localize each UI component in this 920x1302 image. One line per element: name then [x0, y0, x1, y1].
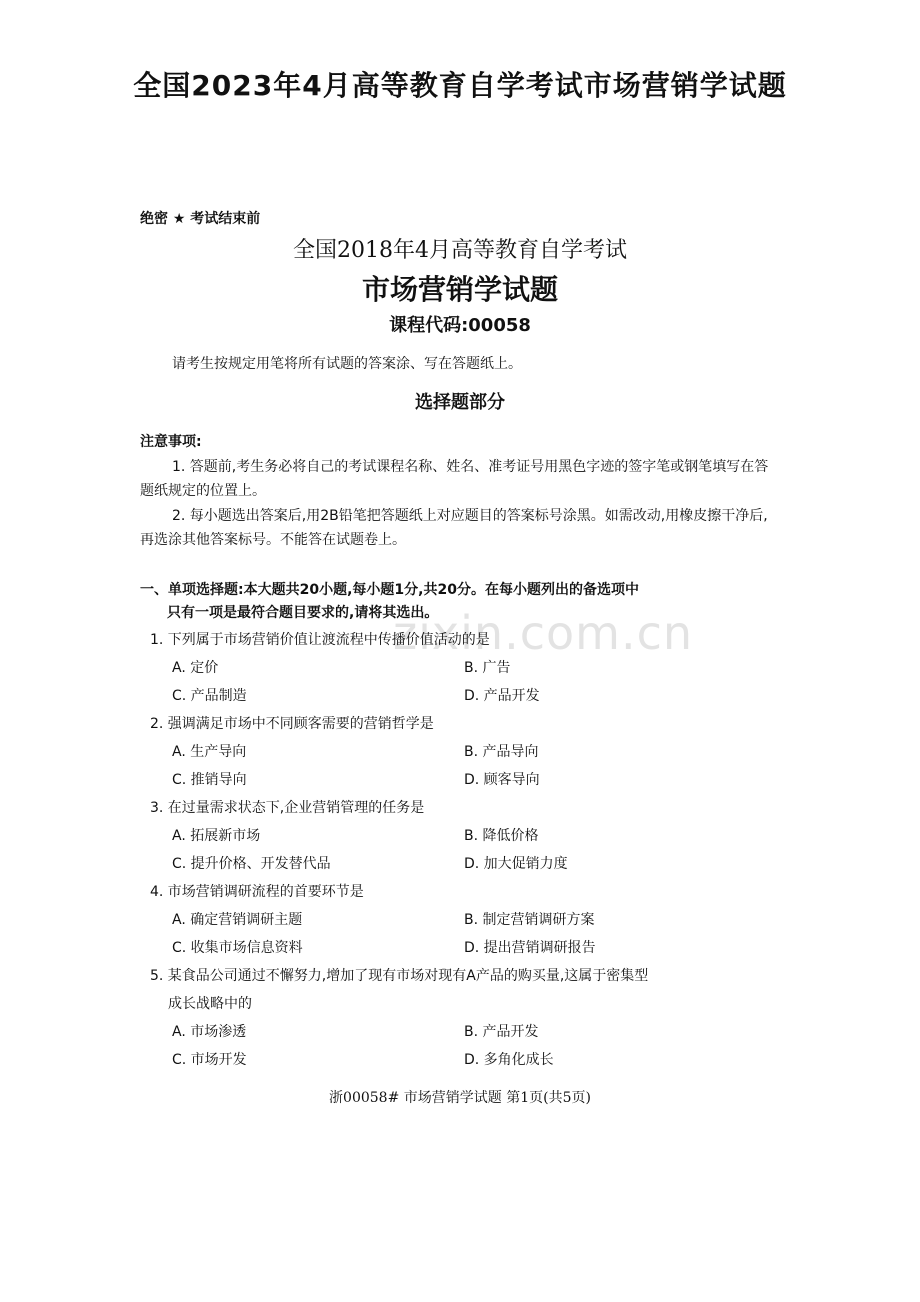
question-stem: 2. 强调满足市场中不同顾客需要的营销哲学是: [150, 716, 434, 732]
option-b: B. 广告: [464, 660, 511, 676]
option-c: C. 收集市场信息资料: [172, 940, 303, 956]
part-heading-line2: 只有一项是最符合题目要求的,请将其选出。: [167, 605, 439, 621]
part-heading-line1: 一、单项选择题:本大题共20小题,每小题1分,共20分。在每小题列出的备选项中: [140, 582, 639, 598]
notes-heading: 注意事项:: [140, 434, 202, 450]
option-b: B. 产品开发: [464, 1024, 539, 1040]
subject-title: 市场营销学试题: [361, 273, 558, 306]
question-stem: 3. 在过量需求状态下,企业营销管理的任务是: [150, 800, 425, 816]
question-stem-continued: 成长战略中的: [168, 996, 252, 1012]
question-stem: 5. 某食品公司通过不懈努力,增加了现有市场对现有A产品的购买量,这属于密集型: [150, 968, 649, 984]
option-b: B. 制定营销调研方案: [464, 912, 595, 928]
option-a: A. 拓展新市场: [172, 828, 261, 844]
option-a: A. 确定营销调研主题: [172, 912, 303, 928]
question-item: [150, 626, 780, 710]
question-item: [150, 878, 780, 962]
option-d: D. 顾客导向: [464, 772, 540, 788]
watermark: zixin.com.cn: [393, 606, 694, 660]
question-stem: 4. 市场营销调研流程的首要环节是: [150, 884, 364, 900]
course-code: 课程代码:00058: [389, 315, 531, 336]
option-b: B. 产品导向: [464, 744, 539, 760]
option-d: D. 产品开发: [464, 688, 540, 704]
notes-block: [140, 430, 780, 553]
option-c: C. 推销导向: [172, 772, 247, 788]
section-title: 选择题部分: [415, 392, 505, 413]
option-a: A. 生产导向: [172, 744, 247, 760]
part-heading: [140, 579, 780, 625]
option-c: C. 市场开发: [172, 1052, 247, 1068]
note-item: 2. 每小题选出答案后,用2B铅笔把答题纸上对应题目的答案标号涂黑。如需改动,用橡皮擦干净后,再选涂其他答案标号。不能答在试题卷上。: [140, 507, 768, 548]
confidential-label: 绝密 ★ 考试结束前: [140, 211, 261, 227]
option-c: C. 产品制造: [172, 688, 247, 704]
question-item: [150, 962, 780, 1074]
document-title: 全国2023年4月高等教育自学考试市场营销学试题: [133, 69, 787, 102]
exam-heading: 全国2018年4月高等教育自学考试: [293, 238, 627, 263]
option-d: D. 加大促销力度: [464, 856, 568, 872]
option-a: A. 市场渗透: [172, 1024, 247, 1040]
question-stem: 1. 下列属于市场营销价值让渡流程中传播价值活动的是: [150, 632, 490, 648]
option-a: A. 定价: [172, 660, 219, 676]
question-item: [150, 794, 780, 878]
option-d: D. 提出营销调研报告: [464, 940, 596, 956]
option-b: B. 降低价格: [464, 828, 539, 844]
question-list: [150, 626, 780, 1074]
question-item: [150, 710, 780, 794]
option-d: D. 多角化成长: [464, 1052, 554, 1068]
instruction-text: 请考生按规定用笔将所有试题的答案涂、写在答题纸上。: [172, 356, 522, 372]
note-item: 1. 答题前,考生务必将自己的考试课程名称、姓名、准考证号用黑色字迹的签字笔或钢笔填写在答题纸规定的位置上。: [140, 458, 769, 499]
page-footer: 浙00058# 市场营销学试题 第1页(共5页): [329, 1090, 591, 1106]
option-c: C. 提升价格、开发替代品: [172, 856, 331, 872]
